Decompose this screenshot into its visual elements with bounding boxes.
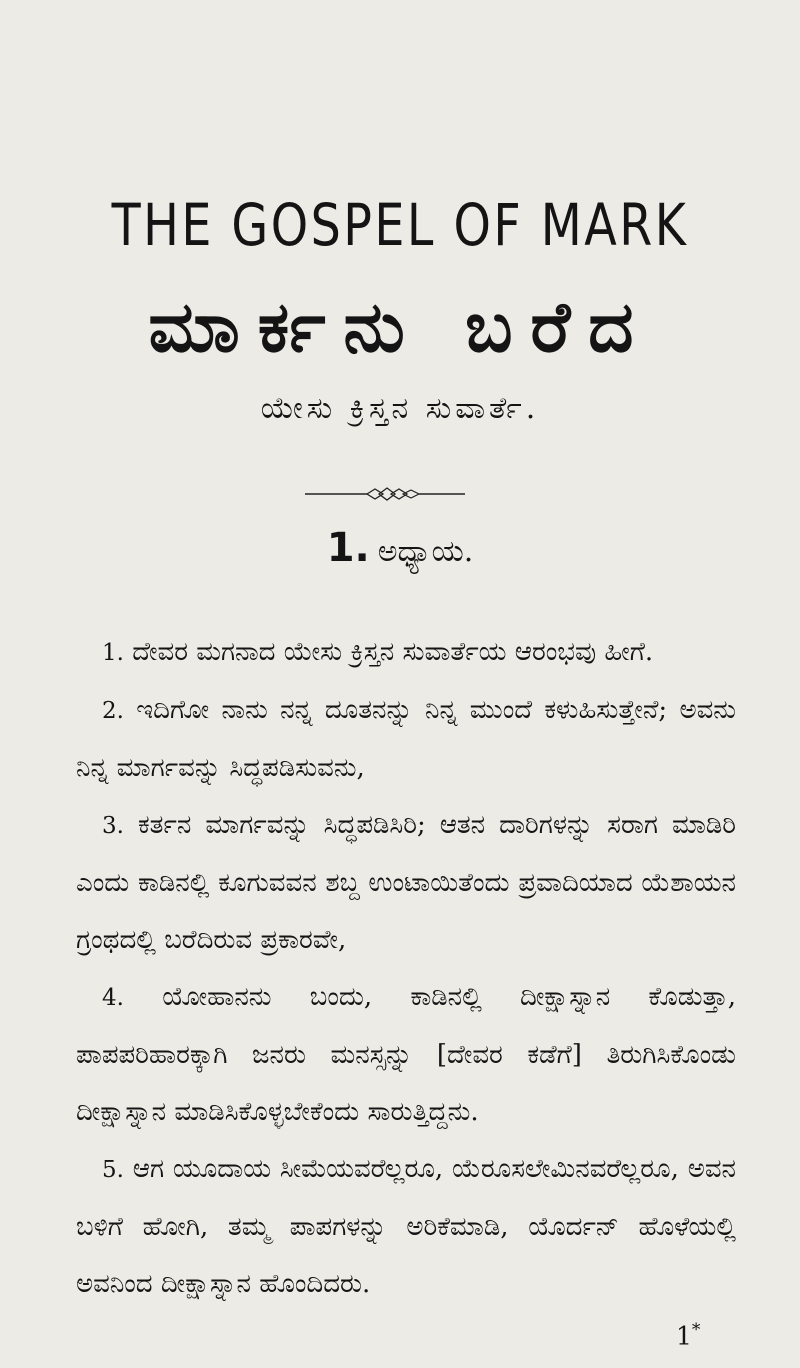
chapter-heading <box>0 525 800 571</box>
kannada-subtitle: ಯೇಸು ಕ್ರಿಸ್ತನ ಸುವಾರ್ತೆ. <box>260 391 540 426</box>
kannada-title: ಮಾರ್ಕನು ಬರೆದ <box>148 285 652 368</box>
verse-number: 2. <box>102 698 124 724</box>
verse-number: 4. <box>102 985 124 1011</box>
verse-text: ಆಗ ಯೂದಾಯ ಸೀಮೆಯವರೆಲ್ಲರೂ, ಯೆರೂಸಲೇಮಿನವರೆಲ್ಲರೂ, ಅವನ ಬಳಿಗೆ ಹೋಗಿ, ತಮ್ಮ ಪಾಪಗಳನ್ನು ಅರಿಕೆಮಾಡಿ, ಯೊರ್ದನ್ ಹೊಳೆಯಲ್ಲಿ ಅವನಿಂದ ದೀಕ್ಷಾಸ್ನಾನ ಹೊಂದಿದರು. <box>76 1154 737 1299</box>
signature-asterisk: * <box>691 1320 701 1340</box>
signature-number: 1 <box>676 1321 692 1351</box>
verse-text: ದೇವರ ಮಗನಾದ ಯೇಸು ಕ್ರಿಸ್ತನ ಸುವಾರ್ತೆಯ ಆರಂಭವು ಹೀಗೆ. <box>132 637 654 667</box>
verse-text: ಕರ್ತನ ಮಾರ್ಗವನ್ನು ಸಿದ್ಧಪಡಿಸಿರಿ; ಆತನ ದಾರಿಗಳನ್ನು ಸರಾಗ ಮಾಡಿರಿ ಎಂದು ಕಾಡಿನಲ್ಲಿ ಕೂಗುವವನ ಶಬ್ದ ಉಂಟಾಯಿತೆಂದು ಪ್ರವಾದಿಯಾದ ಯೆಶಾಯನ ಗ್ರಂಥದಲ್ಲಿ ಬರೆದಿರುವ ಪ್ರಕಾರವೇ, <box>76 810 736 955</box>
verse-text-block <box>76 624 736 1313</box>
chapter-number: 1. <box>326 525 370 571</box>
printer-signature-mark <box>676 1320 701 1351</box>
verse-number: 3. <box>102 813 124 839</box>
ornamental-divider-icon <box>305 484 465 504</box>
verse-text: ಯೋಹಾನನು ಬಂದು, ಕಾಡಿನಲ್ಲಿ ದೀಕ್ಷಾಸ್ನಾನ ಕೊಡುತ್ತಾ, ಪಾಪಪರಿಹಾರಕ್ಕಾಗಿ ಜನರು ಮನಸ್ಸನ್ನು [ದೇವರ ಕಡೆಗೆ] ತಿರುಗಿಸಿಕೊಂಡು ದೀಕ್ಷಾಸ್ನಾನ ಮಾಡಿಸಿಕೊಳ್ಳಬೇಕೆಂದು ಸಾರುತ್ತಿದ್ದನು. <box>76 982 736 1127</box>
verse-5 <box>76 1141 736 1313</box>
verse-1 <box>76 624 736 682</box>
verse-number: 5. <box>102 1157 124 1183</box>
verse-4 <box>76 969 736 1141</box>
verse-2 <box>76 682 736 797</box>
verse-3 <box>76 797 736 969</box>
verse-number: 1. <box>102 640 124 666</box>
chapter-label: ಅಧ್ಯಾಯ. <box>377 534 474 569</box>
verse-text: ಇದಿಗೋ ನಾನು ನನ್ನ ದೂತನನ್ನು ನಿನ್ನ ಮುಂದೆ ಕಳುಹಿಸುತ್ತೇನೆ; ಅವನು ನಿನ್ನ ಮಾರ್ಗವನ್ನು ಸಿದ್ಧಪಡಿಸುವನು, <box>76 695 737 783</box>
english-title: THE GOSPEL OF MARK <box>111 191 689 259</box>
